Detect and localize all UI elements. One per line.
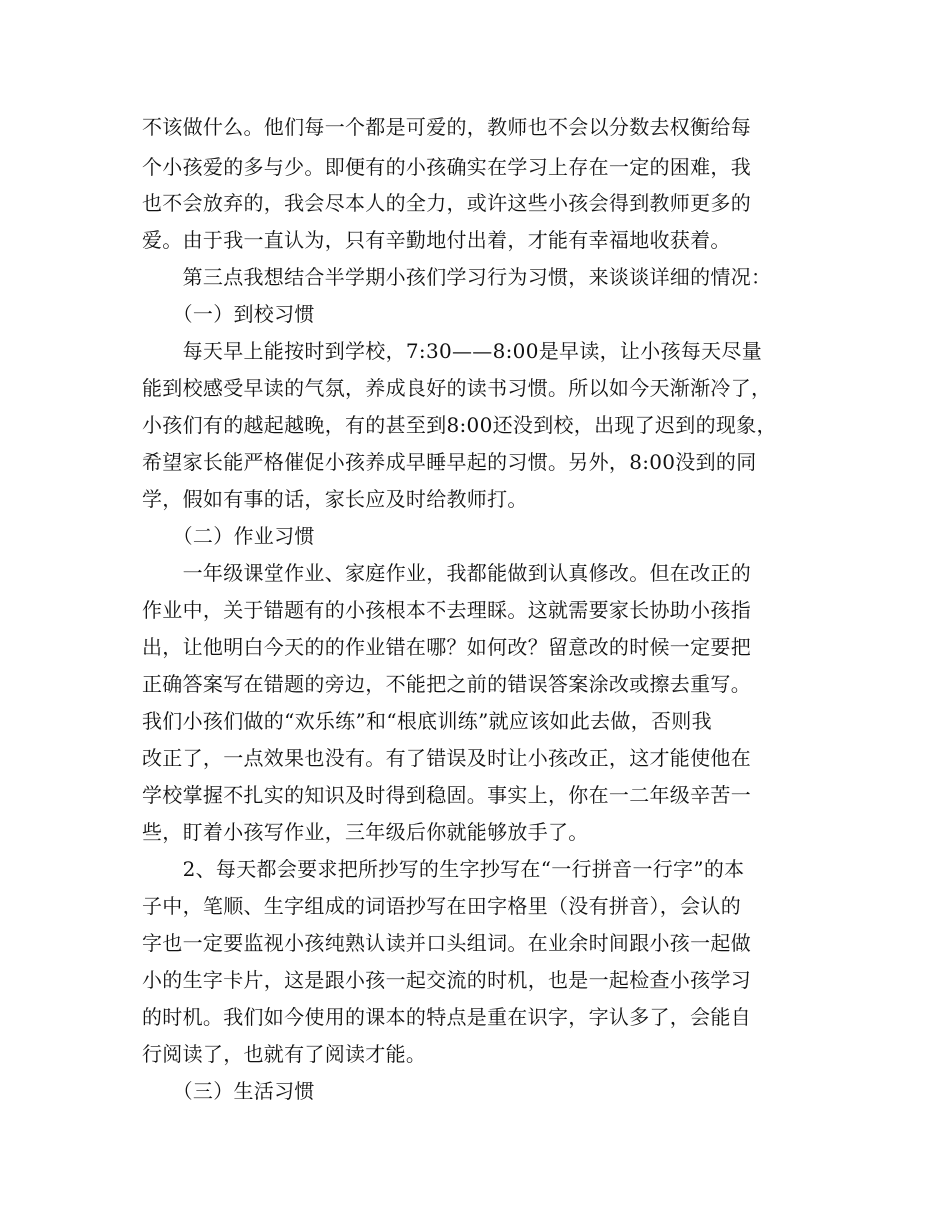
paragraph-line: 的时机。我们如今使用的课本的特点是重在识字，字认多了，会能自 <box>142 1005 751 1029</box>
paragraph-line: 第三点我想结合半学期小孩们学习行为习惯，来谈谈详细的情况： <box>142 265 772 289</box>
paragraph-line: 出，让他明白今天的的作业错在哪？如何改？留意改的时候一定要把 <box>142 635 751 659</box>
paragraph-line: 作业中，关于错题有的小孩根本不去理睬。这就需要家长协助小孩指 <box>142 598 751 622</box>
paragraph-line: 正确答案写在错题的旁边，不能把之前的错误答案涂改或擦去重写。 <box>142 672 751 696</box>
paragraph-line: 小的生字卡片，这是跟小孩一起交流的时机，也是一起检查小孩学习 <box>142 968 751 992</box>
paragraph-line: 每天早上能按时到学校，7:30——8:00是早读，让小孩每天尽量 <box>142 339 763 363</box>
paragraph-line: 学校掌握不扎实的知识及时得到稳固。事实上，你在一二年级辛苦一 <box>142 783 751 807</box>
paragraph-line: 我们小孩们做的“欢乐练”和“根底训练”就应该如此去做，否则我 <box>142 709 712 733</box>
paragraph-line: 一年级课堂作业、家庭作业，我都能做到认真修改。但在改正的 <box>142 561 751 585</box>
paragraph-line: 些，盯着小孩写作业，三年级后你就能够放手了。 <box>142 820 589 844</box>
paragraph-line: 小孩们有的越起越晚，有的甚至到8:00还没到校，出现了迟到的现象， <box>142 413 777 437</box>
paragraph-line: 2、每天都会要求把所抄写的生字抄写在“一行拼音一行字”的本 <box>142 857 745 881</box>
paragraph-line: 行阅读了，也就有了阅读才能。 <box>142 1042 427 1066</box>
paragraph-line: 能到校感受早读的气氛，养成良好的读书习惯。所以如今天渐渐冷了， <box>142 376 772 400</box>
paragraph-line: 子中，笔顺、生字组成的词语抄写在田字格里（没有拼音），会认的 <box>142 894 741 918</box>
section-heading: （一）到校习惯 <box>142 302 315 326</box>
section-heading: （二）作业习惯 <box>142 524 315 548</box>
paragraph-line: 也不会放弃的，我会尽本人的全力，或许这些小孩会得到教师更多的 <box>142 191 751 215</box>
paragraph-line: 不该做什么。他们每一个都是可爱的，教师也不会以分数去权衡给每 <box>142 115 751 139</box>
paragraph-line: 改正了，一点效果也没有。有了错误及时让小孩改正，这才能使他在 <box>142 746 751 770</box>
paragraph-line: 学，假如有事的话，家长应及时给教师打。 <box>142 487 528 511</box>
section-heading: （三）生活习惯 <box>142 1079 315 1103</box>
paragraph-line: 个小孩爱的多与少。即便有的小孩确实在学习上存在一定的困难，我 <box>142 155 751 179</box>
paragraph-line: 希望家长能严格催促小孩养成早睡早起的习惯。另外，8:00没到的同 <box>142 450 757 474</box>
paragraph-line: 字也一定要监视小孩纯熟认读并口头组词。在业余时间跟小孩一起做 <box>142 931 751 955</box>
paragraph-line: 爱。由于我一直认为，只有辛勤地付出着，才能有幸福地收获着。 <box>142 228 731 252</box>
